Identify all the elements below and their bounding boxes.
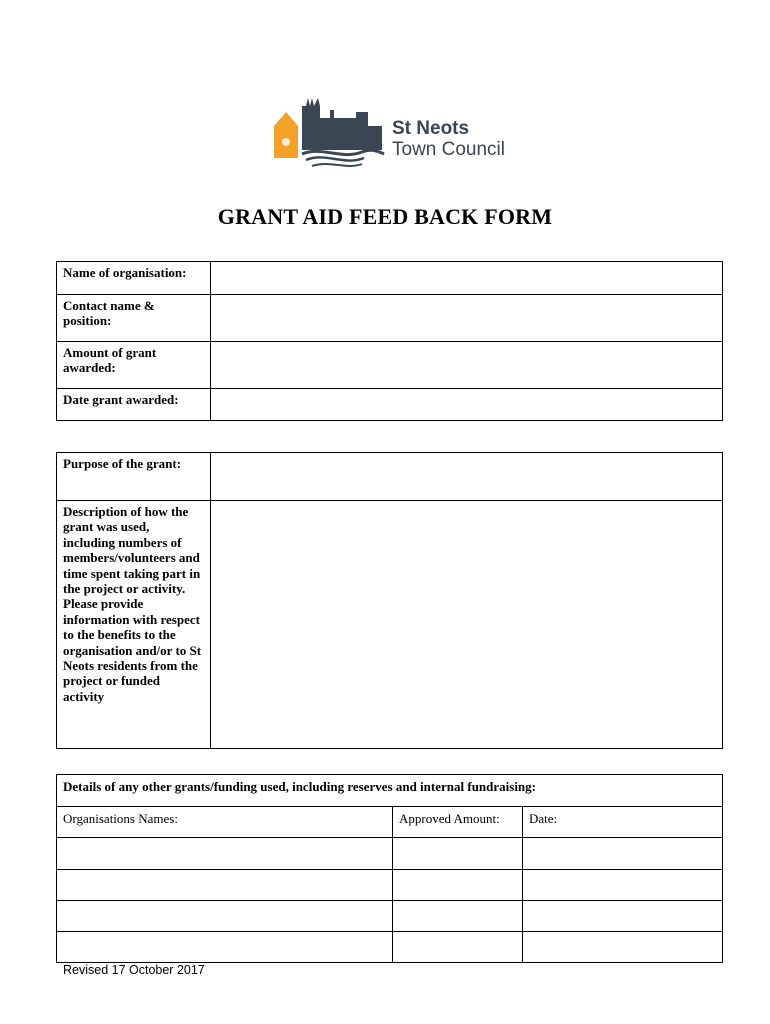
organisation-name-cell[interactable]	[57, 870, 393, 901]
organisation-details-table	[56, 261, 723, 421]
organisation-name-cell[interactable]	[57, 901, 393, 932]
approved-amount-cell[interactable]	[393, 901, 523, 932]
logo-name-line1: St Neots	[392, 118, 470, 139]
approved-amount-cell[interactable]	[393, 838, 523, 870]
council-logo	[272, 96, 512, 172]
grant-purpose-label: Purpose of the grant:	[63, 456, 182, 471]
grant-date-field[interactable]	[211, 389, 723, 421]
funding-row	[57, 870, 723, 901]
date-cell[interactable]	[523, 838, 723, 870]
grant-amount-label: Amount of grant awarded:	[63, 345, 157, 376]
grant-description-label: Description of how the grant was used, including numbers of members/volunteers and time spent taking part in the project or activity. Please provide information with respect to the benefits to the organisation and/or to St Neots residents from the project or funded activity	[63, 504, 202, 704]
organisation-name-cell[interactable]	[57, 932, 393, 963]
approved-amount-header: Approved Amount:	[399, 811, 500, 826]
funding-row	[57, 932, 723, 963]
logo-name-line2: Town Council	[392, 139, 505, 160]
contact-name-label: Contact name & position:	[63, 298, 155, 329]
organisation-name-cell[interactable]	[57, 838, 393, 870]
label-cell	[57, 501, 211, 749]
label-cell	[57, 262, 211, 295]
label-cell	[57, 453, 211, 501]
label-cell	[57, 295, 211, 342]
grant-date-label: Date grant awarded:	[63, 392, 179, 407]
contact-name-field[interactable]	[211, 295, 723, 342]
grant-purpose-field[interactable]	[211, 453, 723, 501]
form-title: GRANT AID FEED BACK FORM	[217, 204, 553, 229]
church-tower-logo-icon	[272, 96, 390, 172]
revision-footer: Revised 17 October 2017	[63, 963, 205, 977]
date-header: Date:	[529, 811, 558, 826]
funding-row	[57, 901, 723, 932]
grant-usage-table	[56, 452, 723, 749]
funding-heading: Details of any other grants/funding used, including reserves and internal fundraising:	[63, 779, 536, 794]
other-funding-table	[56, 774, 723, 963]
grant-amount-field[interactable]	[211, 342, 723, 389]
date-cell[interactable]	[523, 870, 723, 901]
column-header-cell	[523, 807, 723, 838]
approved-amount-cell[interactable]	[393, 870, 523, 901]
funding-row	[57, 838, 723, 870]
date-cell[interactable]	[523, 901, 723, 932]
date-cell[interactable]	[523, 932, 723, 963]
column-header-cell	[393, 807, 523, 838]
organisations-names-header: Organisations Names:	[63, 811, 178, 826]
approved-amount-cell[interactable]	[393, 932, 523, 963]
funding-heading-cell	[57, 775, 723, 807]
label-cell	[57, 389, 211, 421]
grant-description-field[interactable]	[211, 501, 723, 749]
organisation-name-label: Name of organisation:	[63, 265, 187, 280]
organisation-name-field[interactable]	[211, 262, 723, 295]
column-header-cell	[57, 807, 393, 838]
label-cell	[57, 342, 211, 389]
